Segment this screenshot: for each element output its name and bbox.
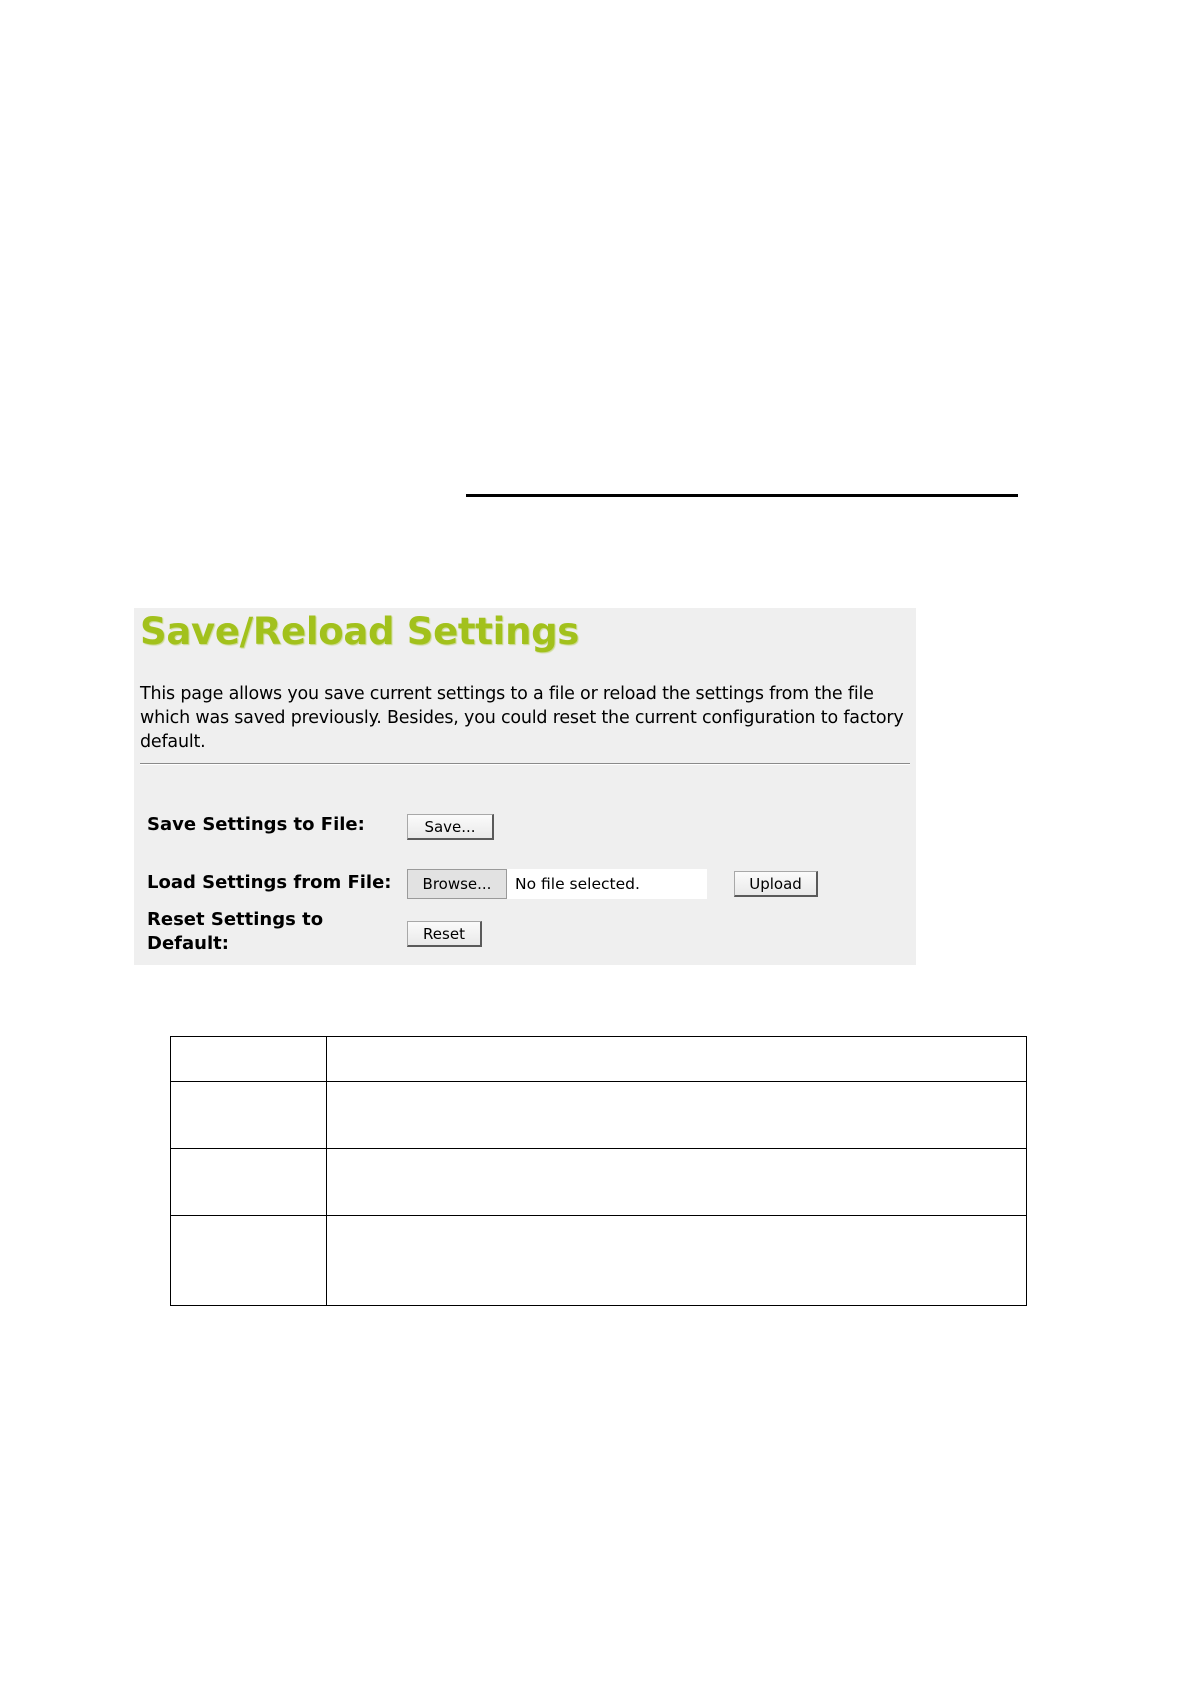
table-cell <box>171 1216 327 1306</box>
reset-button[interactable]: Reset <box>407 921 482 947</box>
description-table <box>170 1036 1027 1306</box>
heading-underline <box>466 494 1018 497</box>
page-description: This page allows you save current settings to a file or reload the settings from the file which was saved previously. Besides, you could reset the current configuration to factory default. <box>140 684 904 752</box>
table-cell <box>327 1037 1027 1082</box>
save-button[interactable]: Save... <box>407 814 494 840</box>
table-cell <box>171 1082 327 1149</box>
browse-button[interactable]: Browse... <box>407 869 507 899</box>
table-row <box>171 1216 1027 1306</box>
save-settings-label: Save Settings to File: <box>147 814 365 835</box>
table-row <box>171 1082 1027 1149</box>
file-status-text: No file selected. <box>515 875 640 893</box>
table-cell <box>327 1082 1027 1149</box>
load-settings-label: Load Settings from File: <box>147 872 392 893</box>
table-cell <box>171 1149 327 1216</box>
table-row <box>171 1149 1027 1216</box>
table-cell <box>327 1216 1027 1306</box>
reset-settings-label: Reset Settings to Default: <box>147 909 324 954</box>
save-reload-settings-panel <box>134 608 916 965</box>
table-cell <box>171 1037 327 1082</box>
upload-button[interactable]: Upload <box>734 871 818 897</box>
table-cell <box>327 1149 1027 1216</box>
table-row <box>171 1037 1027 1082</box>
page-title: Save/Reload Settings <box>140 610 580 653</box>
file-input[interactable] <box>407 869 707 899</box>
section-divider <box>140 763 910 765</box>
